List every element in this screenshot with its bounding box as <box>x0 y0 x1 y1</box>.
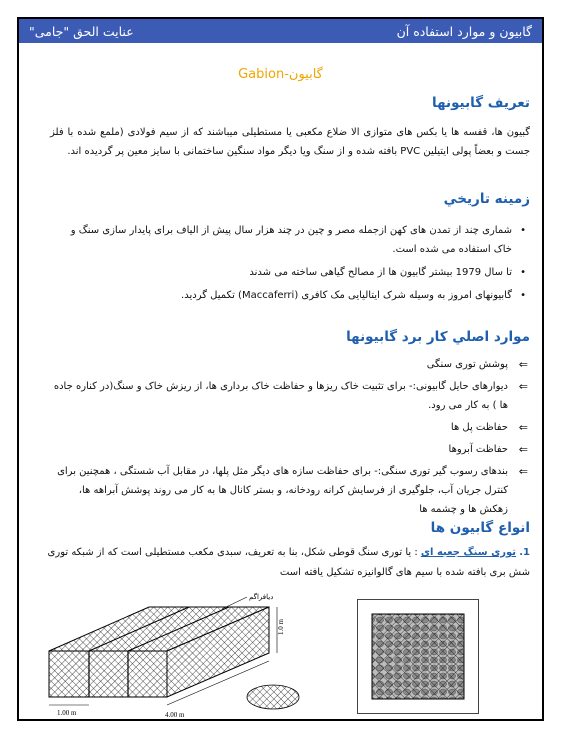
types-item-1 <box>40 543 530 583</box>
list-item: • تا سال 1979 بیشتر گابیون ها از مصالح گیاهی ساخته می شدند <box>58 263 528 282</box>
list-item: ⇐ بندهای رسوب گیر توری سنگی:- برای حفاظت سازه های دیگر مثل پلها، در مقابل آب شستگی ، همچنین برای کنترل جریان آب، جلوگیری از فرسایش کرانه رودخانه، و بستر کانال ها به کار می روند پوشش آبراهه ها، زهکش ها و چشمه ها <box>48 462 528 519</box>
double-arrow-icon: ⇐ <box>518 443 528 456</box>
list-item: ⇐ دیوارهای حایل گابیونی:- برای تثبیت خاک ریزها و حفاظت خاک برداری ها، از ریزش خاک و سنگ(در کناره جاده ها ) به کار می رود. <box>48 377 528 415</box>
double-arrow-icon: ⇐ <box>518 465 528 478</box>
uses-list <box>48 355 528 522</box>
page-header <box>19 19 542 43</box>
history-list <box>58 221 528 309</box>
list-item: ⇐ حفاظت آبروها <box>48 440 528 459</box>
item-text: : یا توری سنگ قوطی شکل، بنا به تعریف، سبدی مکعب مستطیلی است که از شبکه توری شش بری بافته شده با سیم های گالوانیزه تشکیل یافته است <box>47 547 530 578</box>
item-keyword: توری سنگ جعبه ای <box>420 547 517 558</box>
history-heading: زمینه تاریخي <box>443 191 530 207</box>
dimension-height: 1.0 m <box>277 619 285 635</box>
header-title: گابیون و موارد استفاده آن <box>396 23 532 39</box>
bullet-icon: • <box>520 290 526 301</box>
gabion-box-figure <box>37 589 307 719</box>
dimension-right: 4.00 m <box>165 711 185 719</box>
header-author: عنایت الحق "جامی" <box>29 23 134 39</box>
uses-heading: موارد اصلي کار برد گابیونها <box>346 329 530 345</box>
definition-text: گبیون ها، قفسه ها یا بکس های متوازی الا ضلاع مکعبی یا مستطیلی میباشند که از سیم فولادی (ملمع شده با فلز جست و بعضاً پولی ایتیلین PVC بافته شده و از سنگ ویا دیگر مواد سنگین ساختمانی با سایز معین پر گردیده اند. <box>50 127 530 157</box>
page-frame <box>17 17 544 721</box>
list-item: • شماری چند از تمدن های کهن ازجمله مصر و چین در چند هزار سال پیش از الیاف برای پایدار سازی سنگ و خاک استفاده می شده است. <box>58 221 528 259</box>
item-number: 1. <box>519 547 530 558</box>
definition-heading: تعریف گابیونها <box>432 95 530 111</box>
double-arrow-icon: ⇐ <box>518 358 528 371</box>
dimension-left: 1.00 m <box>57 709 77 717</box>
mesh-detail <box>247 685 299 709</box>
double-arrow-icon: ⇐ <box>518 380 528 393</box>
list-item: • گابیونهای امروز به وسیله شرک ایتالیایی مک کافری (Maccaferri) تکمیل گردید. <box>58 286 528 305</box>
list-item: ⇐ پوشش توری سنگی <box>48 355 528 374</box>
box-front-face <box>49 651 167 697</box>
gabion-photo <box>357 599 479 714</box>
bullet-icon: • <box>520 225 526 236</box>
bullet-icon: • <box>520 267 526 278</box>
gabion-photo-graphic <box>358 600 478 713</box>
list-item: ⇐ حفاظت پل ها <box>48 418 528 437</box>
page-title: گابیون-Gabion <box>238 67 323 82</box>
types-heading: انواع گابیون ها <box>430 520 530 536</box>
diaphragm-label: دیافراگم <box>249 593 274 601</box>
double-arrow-icon: ⇐ <box>518 421 528 434</box>
